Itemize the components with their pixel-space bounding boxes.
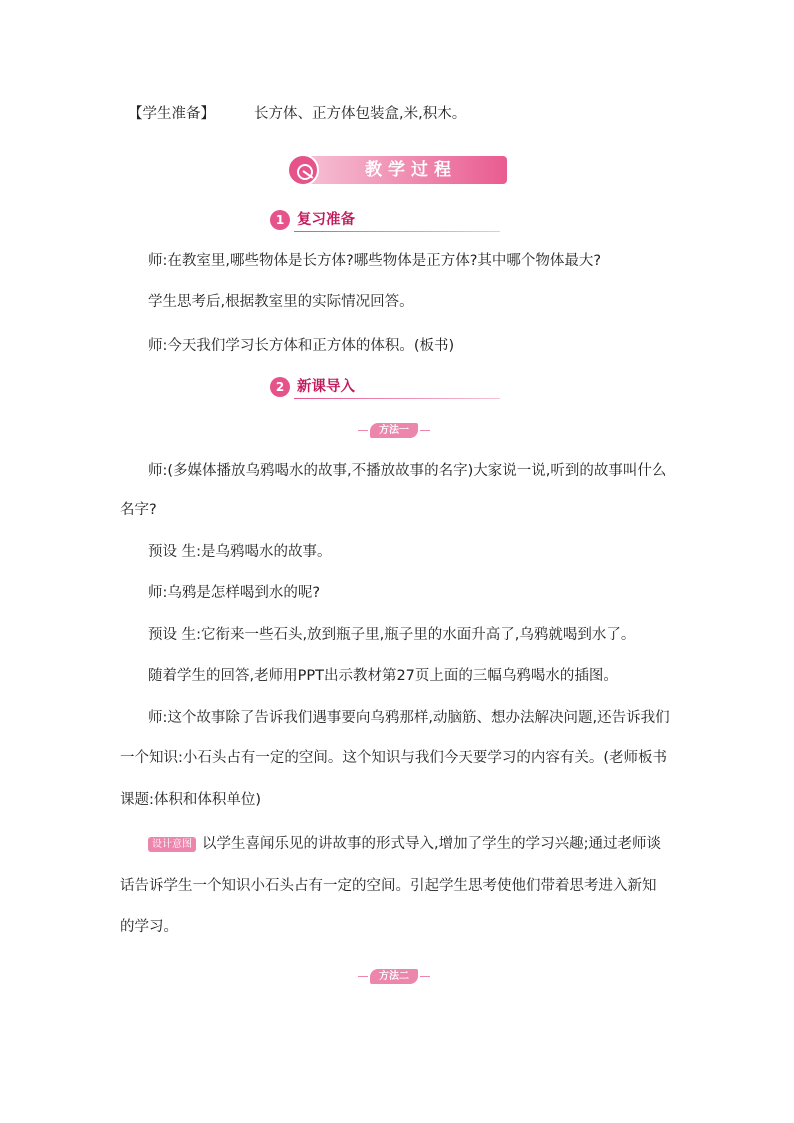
design-intent-text: 以学生喜闻乐见的讲故事的形式导入,增加了学生的学习兴趣;通过老师谈 (202, 836, 661, 852)
tag-line (420, 430, 430, 431)
paragraph: 师:这个故事除了告诉我们遇事要向乌鸦那样,动脑筋、想办法解决问题,还告诉我们 (148, 710, 670, 726)
paragraph: 师:(多媒体播放乌鸦喝水的故事,不播放故事的名字)大家说一说,听到的故事叫什么 (148, 463, 667, 479)
section-title: 新课导入 (297, 379, 355, 395)
student-prep-text: 长方体、正方体包装盒,米,积木。 (254, 106, 467, 122)
paragraph: 话告诉学生一个知识小石头占有一定的空间。引起学生思考使他们带着思考进入新知 (120, 878, 657, 894)
design-intent-tag: 设计意图 (148, 837, 196, 852)
paragraph: 师:在教室里,哪些物体是长方体?哪些物体是正方体?其中哪个物体最大? (148, 253, 602, 269)
tag-line (420, 976, 430, 977)
paragraph: 师:今天我们学习长方体和正方体的体积。(板书) (148, 338, 455, 354)
teaching-process-banner (287, 154, 507, 186)
tag-line (358, 976, 368, 977)
student-prep-label: 【学生准备】 (128, 106, 215, 122)
tag-line (358, 430, 368, 431)
paragraph: 随着学生的回答,老师用PPT出示教材第27页上面的三幅乌鸦喝水的插图。 (148, 668, 618, 684)
section-underline (294, 398, 500, 399)
section-title: 复习准备 (297, 212, 355, 228)
design-intent-line (148, 834, 661, 854)
paragraph: 学生思考后,根据教室里的实际情况回答。 (148, 294, 414, 310)
section-heading-intro (270, 376, 510, 400)
paragraph: 一个知识:小石头占有一定的空间。这个知识与我们今天要学习的内容有关。(老师板书 (120, 750, 668, 766)
paragraph: 预设 生:它衔来一些石头,放到瓶子里,瓶子里的水面升高了,乌鸦就喝到水了。 (148, 627, 636, 643)
paragraph: 师:乌鸦是怎样喝到水的呢? (148, 585, 321, 601)
paragraph: 的学习。 (120, 919, 178, 935)
paragraph: 名字? (120, 502, 157, 518)
magnifier-icon (287, 154, 319, 186)
paragraph: 预设 生:是乌鸦喝水的故事。 (148, 544, 332, 560)
method-one-tag: 方法一 (370, 423, 418, 438)
paragraph: 课题:体积和体积单位) (120, 792, 262, 808)
section-number: 1 (270, 210, 290, 230)
method-two-tag: 方法二 (370, 969, 418, 984)
section-number: 2 (270, 377, 290, 397)
section-underline (294, 231, 500, 232)
banner-title: 教学过程 (365, 160, 457, 180)
section-heading-review (270, 209, 510, 233)
